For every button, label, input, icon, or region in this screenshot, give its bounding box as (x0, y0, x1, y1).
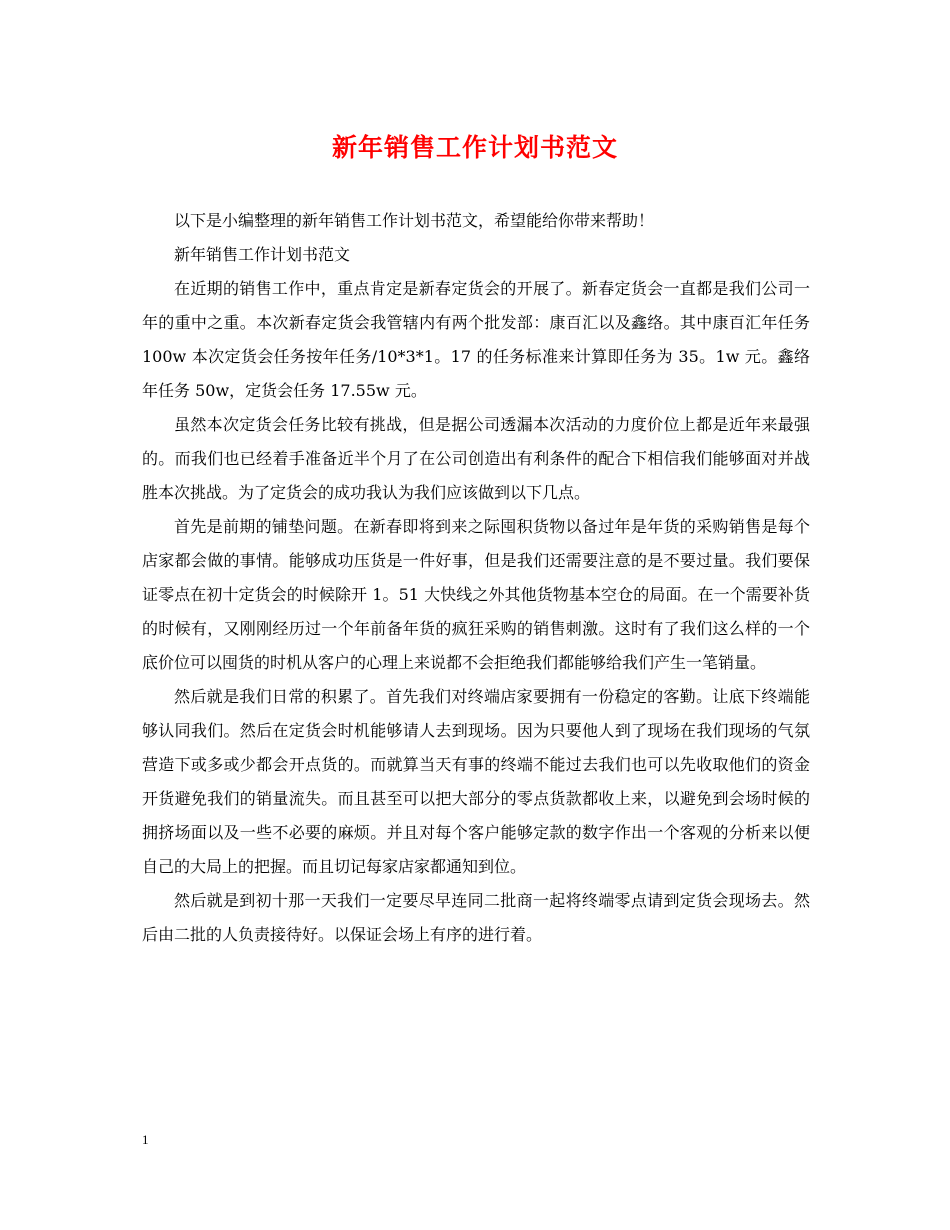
body-paragraph: 虽然本次定货会任务比较有挑战，但是据公司透漏本次活动的力度价位上都是近年来最强的。而我们也已经着手准备近半个月了在公司创造出有利条件的配合下相信我们能够面对并战胜本次挑战。为了定货会的成功我认为我们应该做到以下几点。 (142, 415, 810, 502)
subtitle-paragraph: 新年销售工作计划书范文 (174, 245, 351, 264)
body-paragraph: 然后就是到初十那一天我们一定要尽早连同二批商一起将终端零点请到定货会现场去。然后由二批的人负责接待好。以保证会场上有序的进行着。 (142, 891, 810, 944)
body-paragraph: 在近期的销售工作中，重点肯定是新春定货会的开展了。新春定货会一直都是我们公司一年的重中之重。本次新春定货会我管辖内有两个批发部：康百汇以及鑫络。其中康百汇年任务 100w 本次定货会任务按年任务/10*3*1。17 的任务标准来计算即任务为 35。1w 元。鑫络年任务 50w，定货会任务 17.55w 元。 (142, 279, 810, 400)
body-paragraph: 首先是前期的铺垫问题。在新春即将到来之际囤积货物以备过年是年货的采购销售是每个店家都会做的事情。能够成功压货是一件好事，但是我们还需要注意的是不要过量。我们要保证零点在初十定货会的时候除开 1。51 大快线之外其他货物基本空仓的局面。在一个需要补货的时候有，又刚刚经历过一个年前备年货的疯狂采购的销售刺激。这时有了我们这么样的一个底价位可以囤货的时机从客户的心理上来说都不会拒绝我们都能够给我们产生一笔销量。 (142, 517, 810, 672)
page-number: 1 (142, 1132, 149, 1147)
intro-paragraph: 以下是小编整理的新年销售工作计划书范文，希望能给你带来帮助！ (174, 211, 655, 230)
document-title: 新年销售工作计划书范文 (331, 133, 618, 162)
body-paragraph: 然后就是我们日常的积累了。首先我们对终端店家要拥有一份稳定的客勤。让底下终端能够认同我们。然后在定货会时机能够请人去到现场。因为只要他人到了现场在我们现场的气氛营造下或多或少都会开点货的。而就算当天有事的终端不能过去我们也可以先收取他们的资金开货避免我们的销量流失。而且甚至可以把大部分的零点货款都收上来，以避免到会场时候的拥挤场面以及一些不必要的麻烦。并且对每个客户能够定款的数字作出一个客观的分析来以便自己的大局上的把握。而且切记每家店家都通知到位。 (142, 687, 810, 876)
document-body (142, 204, 810, 952)
